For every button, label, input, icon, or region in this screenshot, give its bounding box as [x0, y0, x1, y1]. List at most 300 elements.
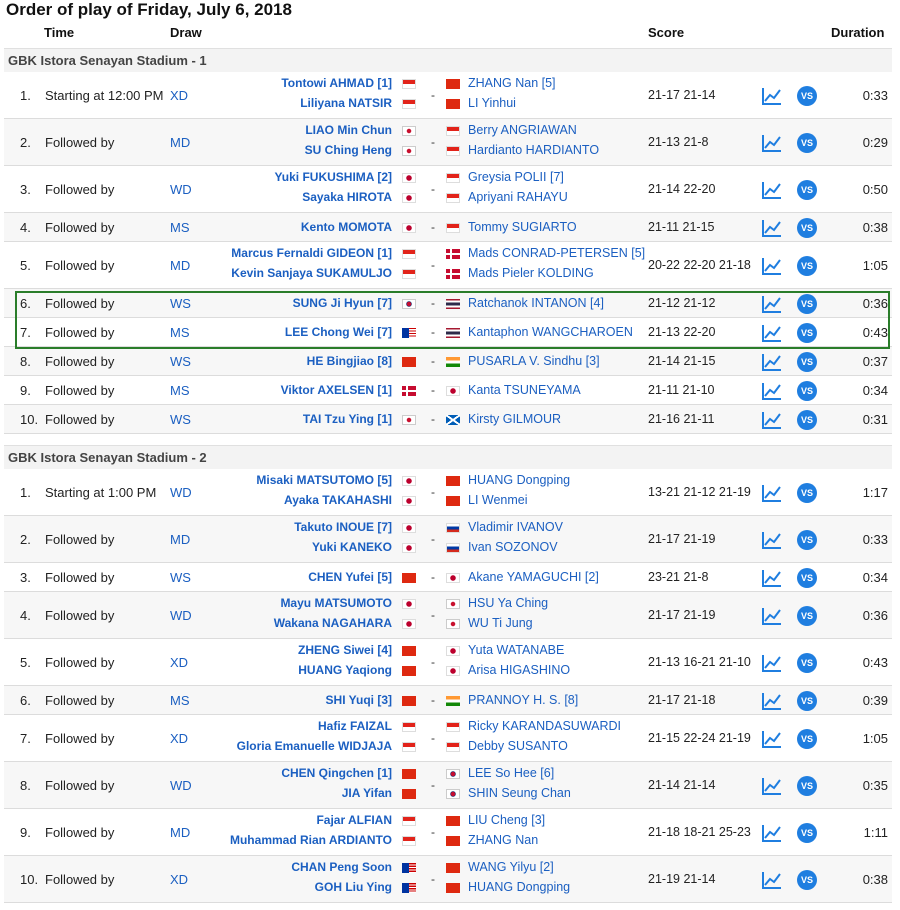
player-link-team2[interactable]: Berry ANGRIAWAN [468, 123, 577, 137]
player-link-team1[interactable]: Yuki KANEKO [311, 540, 392, 554]
match-duration: 0:50 [862, 182, 888, 197]
versus-dash: - [431, 731, 435, 745]
flag-sc-icon [446, 415, 460, 425]
flag-tw-icon [446, 619, 460, 629]
vs-badge-icon[interactable]: VS [797, 410, 817, 430]
player-link-team2[interactable]: ZHANG Nan [5] [468, 76, 556, 90]
flag-id-icon [446, 223, 460, 233]
match-duration: 0:34 [862, 570, 888, 585]
player-link-team2[interactable]: Mads CONRAD-PETERSEN [5] [468, 246, 646, 260]
player-link-team1[interactable]: HUANG Yaqiong [298, 663, 392, 677]
player-link-team1[interactable]: Mayu MATSUMOTO [280, 596, 392, 610]
match-row [4, 686, 892, 715]
match-row [4, 809, 892, 856]
flag-id-icon [446, 722, 460, 732]
player-link-team1[interactable]: Tontowi AHMAD [1] [281, 76, 392, 90]
line-chart-icon[interactable] [762, 382, 782, 400]
vs-badge-icon[interactable]: VS [797, 133, 817, 153]
flag-id-icon [402, 269, 416, 279]
versus-dash: - [431, 825, 435, 839]
player-link-team2[interactable]: Ivan SOZONOV [468, 540, 558, 554]
line-chart-icon[interactable] [762, 607, 782, 625]
flag-kr-icon [446, 769, 460, 779]
column-header-duration: Duration [831, 25, 885, 40]
match-row [4, 72, 892, 119]
match-time: Followed by [45, 296, 115, 311]
player-link-team1[interactable]: Viktor AXELSEN [1] [280, 383, 392, 397]
match-number: 10. [20, 872, 39, 887]
flag-cn-icon [402, 646, 416, 656]
match-time: Followed by [45, 778, 115, 793]
player-link-team1[interactable]: Kevin Sanjaya SUKAMULJO [231, 266, 392, 280]
player-link-team2[interactable]: Ratchanok INTANON [4] [468, 296, 604, 310]
section-title: GBK Istora Senayan Stadium - 2 [8, 450, 207, 465]
draw-link[interactable]: XD [170, 731, 189, 746]
line-chart-icon[interactable] [762, 569, 782, 587]
vs-badge-icon[interactable]: VS [797, 483, 817, 503]
match-row [4, 563, 892, 592]
player-link-team2[interactable]: ZHANG Nan [468, 833, 539, 847]
match-duration: 0:38 [862, 220, 888, 235]
versus-dash: - [431, 412, 435, 426]
draw-link[interactable]: MS [170, 383, 190, 398]
versus-dash: - [431, 383, 435, 397]
match-duration: 0:31 [862, 412, 888, 427]
page-title: Order of play of Friday, July 6, 2018 [6, 0, 292, 19]
match-number: 3. [20, 570, 31, 585]
flag-id-icon [446, 173, 460, 183]
match-score: 20-22 22-20 21-18 [648, 258, 751, 272]
line-chart-icon[interactable] [762, 654, 782, 672]
match-number: 1. [20, 88, 31, 103]
match-score: 21-17 21-19 [648, 608, 716, 622]
player-link-team2[interactable]: PRANNOY H. S. [8] [468, 693, 579, 707]
match-duration: 0:36 [862, 296, 888, 311]
vs-badge-icon[interactable]: VS [797, 823, 817, 843]
flag-id-icon [446, 193, 460, 203]
flag-id-icon [446, 146, 460, 156]
flag-jp-icon [402, 193, 416, 203]
player-link-team1[interactable]: GOH Liu Ying [314, 880, 392, 894]
flag-jp-icon [402, 523, 416, 533]
versus-dash: - [431, 325, 435, 339]
match-time: Starting at 12:00 PM [45, 88, 164, 103]
vs-badge-icon[interactable]: VS [797, 653, 817, 673]
vs-badge-icon[interactable]: VS [797, 323, 817, 343]
versus-dash: - [431, 532, 435, 546]
match-duration: 0:34 [862, 383, 888, 398]
player-link-team2[interactable]: Kirsty GILMOUR [468, 412, 562, 426]
flag-cn-icon [446, 836, 460, 846]
player-link-team2[interactable]: LIU Cheng [3] [468, 813, 546, 827]
vs-badge-icon[interactable]: VS [797, 352, 817, 372]
flag-dk-icon [446, 249, 460, 259]
flag-cn-icon [446, 79, 460, 89]
match-row [4, 119, 892, 166]
player-link-team2[interactable]: HUANG Dongping [468, 473, 571, 487]
flag-in-icon [446, 696, 460, 706]
line-chart-icon[interactable] [762, 134, 782, 152]
line-chart-icon[interactable] [762, 411, 782, 429]
draw-link[interactable]: WS [170, 570, 191, 585]
vs-badge-icon[interactable]: VS [797, 294, 817, 314]
flag-cn-icon [446, 496, 460, 506]
versus-dash: - [431, 296, 435, 310]
match-number: 9. [20, 825, 31, 840]
versus-dash: - [431, 88, 435, 102]
flag-tw-icon [402, 126, 416, 136]
line-chart-icon[interactable] [762, 219, 782, 237]
draw-link[interactable]: MD [170, 258, 191, 273]
draw-link[interactable]: WD [170, 485, 192, 500]
vs-badge-icon[interactable]: VS [797, 86, 817, 106]
line-chart-icon[interactable] [762, 257, 782, 275]
vs-badge-icon[interactable]: VS [797, 256, 817, 276]
flag-cn-icon [446, 816, 460, 826]
versus-dash: - [431, 135, 435, 149]
match-score: 13-21 21-12 21-19 [648, 485, 751, 499]
player-link-team1[interactable]: Kento MOMOTA [300, 220, 392, 234]
draw-link[interactable]: MD [170, 135, 191, 150]
player-link-team2[interactable]: Mads Pieler KOLDING [468, 266, 594, 280]
vs-badge-icon[interactable]: VS [797, 530, 817, 550]
flag-jp-icon [446, 386, 460, 396]
flag-cn-icon [402, 666, 416, 676]
versus-dash: - [431, 485, 435, 499]
flag-jp-icon [446, 646, 460, 656]
draw-link[interactable]: WS [170, 296, 191, 311]
match-time: Followed by [45, 325, 115, 340]
player-link-team1[interactable]: LIAO Min Chun [305, 123, 392, 137]
draw-link[interactable]: WD [170, 608, 192, 623]
player-link-team2[interactable]: LI Yinhui [468, 96, 516, 110]
match-duration: 0:39 [862, 693, 888, 708]
player-link-team1[interactable]: Wakana NAGAHARA [273, 616, 392, 630]
match-time: Followed by [45, 354, 115, 369]
match-score: 21-17 21-14 [648, 88, 716, 102]
draw-link[interactable]: XD [170, 872, 189, 887]
player-link-team1[interactable]: Ayaka TAKAHASHI [283, 493, 392, 507]
player-link-team1[interactable]: Sayaka HIROTA [302, 190, 392, 204]
column-header-score: Score [648, 25, 685, 40]
match-time: Followed by [45, 182, 115, 197]
flag-my-icon [402, 863, 416, 873]
match-duration: 1:05 [862, 258, 888, 273]
vs-badge-icon[interactable]: VS [797, 729, 817, 749]
player-link-team2[interactable]: Greysia POLII [7] [468, 170, 564, 184]
vs-badge-icon[interactable]: VS [797, 568, 817, 588]
flag-id-icon [402, 836, 416, 846]
match-row [4, 166, 892, 213]
versus-dash: - [431, 220, 435, 234]
line-chart-icon[interactable] [762, 777, 782, 795]
match-row [4, 376, 892, 405]
player-link-team1[interactable]: Gloria Emanuelle WIDJAJA [236, 739, 392, 753]
flag-cn-icon [402, 573, 416, 583]
player-link-team2[interactable]: Vladimir IVANOV [468, 520, 563, 534]
match-time: Starting at 1:00 PM [45, 485, 157, 500]
versus-dash: - [431, 182, 435, 196]
match-duration: 0:35 [862, 778, 888, 793]
player-link-team2[interactable]: HUANG Dongping [468, 880, 571, 894]
flag-th-icon [446, 328, 460, 338]
versus-dash: - [431, 778, 435, 792]
match-number: 2. [20, 135, 31, 150]
versus-dash: - [431, 570, 435, 584]
line-chart-icon[interactable] [762, 824, 782, 842]
section-title: GBK Istora Senayan Stadium - 1 [8, 53, 207, 68]
draw-link[interactable]: WS [170, 412, 191, 427]
column-header-time: Time [44, 25, 75, 40]
flag-id-icon [402, 79, 416, 89]
vs-badge-icon[interactable]: VS [797, 606, 817, 626]
match-duration: 0:37 [862, 354, 888, 369]
player-link-team1[interactable]: ZHENG Siwei [4] [297, 643, 392, 657]
flag-kr-icon [402, 299, 416, 309]
flag-id-icon [446, 742, 460, 752]
match-score: 21-14 22-20 [648, 182, 716, 196]
line-chart-icon[interactable] [762, 484, 782, 502]
flag-cn-icon [446, 863, 460, 873]
player-link-team2[interactable]: Hardianto HARDIANTO [468, 143, 600, 157]
match-score: 21-13 21-8 [648, 135, 709, 149]
line-chart-icon[interactable] [762, 324, 782, 342]
player-link-team1[interactable]: Muhammad Rian ARDIANTO [229, 833, 392, 847]
line-chart-icon[interactable] [762, 531, 782, 549]
match-number: 1. [20, 485, 31, 500]
versus-dash: - [431, 258, 435, 272]
player-link-team1[interactable]: Yuki FUKUSHIMA [2] [274, 170, 392, 184]
match-score: 21-11 21-10 [648, 383, 715, 397]
flag-id-icon [402, 816, 416, 826]
match-time: Followed by [45, 693, 115, 708]
match-number: 10. [20, 412, 39, 427]
match-duration: 0:43 [862, 325, 888, 340]
draw-link[interactable]: MD [170, 532, 191, 547]
match-score: 21-17 21-18 [648, 693, 716, 707]
match-number: 4. [20, 220, 31, 235]
match-time: Followed by [45, 258, 115, 273]
flag-tw-icon [446, 599, 460, 609]
player-link-team2[interactable]: PUSARLA V. Sindhu [3] [468, 354, 600, 368]
vs-badge-icon[interactable]: VS [797, 776, 817, 796]
player-link-team2[interactable]: Debby SUSANTO [468, 739, 568, 753]
player-link-team1[interactable]: CHEN Yufei [5] [308, 570, 392, 584]
player-link-team1[interactable]: Marcus Fernaldi GIDEON [1] [231, 246, 392, 260]
player-link-team1[interactable]: HE Bingjiao [8] [306, 354, 392, 368]
player-link-team2[interactable]: SHIN Seung Chan [468, 786, 571, 800]
draw-link[interactable]: MS [170, 325, 190, 340]
vs-badge-icon[interactable]: VS [797, 218, 817, 238]
match-time: Followed by [45, 608, 115, 623]
player-link-team2[interactable]: HSU Ya Ching [468, 596, 549, 610]
match-score: 21-13 16-21 21-10 [648, 655, 751, 669]
versus-dash: - [431, 608, 435, 622]
player-link-team1[interactable]: SHI Yuqi [3] [325, 693, 392, 707]
match-time: Followed by [45, 825, 115, 840]
player-link-team1[interactable]: LEE Chong Wei [7] [284, 325, 392, 339]
match-row [4, 469, 892, 516]
flag-jp-icon [402, 496, 416, 506]
flag-dk-icon [446, 269, 460, 279]
flag-cn-icon [446, 883, 460, 893]
player-link-team2[interactable]: Yuta WATANABE [468, 643, 565, 657]
flag-id-icon [402, 99, 416, 109]
match-row [4, 516, 892, 563]
match-number: 7. [20, 731, 31, 746]
vs-badge-icon[interactable]: VS [797, 180, 817, 200]
flag-jp-icon [402, 543, 416, 553]
player-link-team1[interactable]: CHEN Qingchen [1] [281, 766, 392, 780]
player-link-team1[interactable]: CHAN Peng Soon [291, 860, 392, 874]
draw-link[interactable]: XD [170, 88, 189, 103]
flag-jp-icon [402, 476, 416, 486]
line-chart-icon[interactable] [762, 692, 782, 710]
draw-link[interactable]: MS [170, 693, 190, 708]
vs-badge-icon[interactable]: VS [797, 691, 817, 711]
player-link-team2[interactable]: Arisa HIGASHINO [468, 663, 571, 677]
match-number: 6. [20, 693, 31, 708]
player-link-team2[interactable]: Apriyani RAHAYU [468, 190, 568, 204]
flag-cn-icon [402, 789, 416, 799]
match-number: 3. [20, 182, 31, 197]
match-number: 5. [20, 655, 31, 670]
player-link-team1[interactable]: Liliyana NATSIR [300, 96, 392, 110]
match-duration: 0:43 [862, 655, 888, 670]
draw-link[interactable]: WD [170, 182, 192, 197]
draw-link[interactable]: WS [170, 354, 191, 369]
match-duration: 1:05 [862, 731, 888, 746]
match-row [4, 347, 892, 376]
versus-dash: - [431, 693, 435, 707]
match-time: Followed by [45, 383, 115, 398]
line-chart-icon[interactable] [762, 87, 782, 105]
vs-badge-icon[interactable]: VS [797, 870, 817, 890]
match-number: 4. [20, 608, 31, 623]
flag-jp-icon [402, 619, 416, 629]
player-link-team2[interactable]: LI Wenmei [468, 493, 528, 507]
match-time: Followed by [45, 532, 115, 547]
match-number: 8. [20, 354, 31, 369]
flag-jp-icon [402, 173, 416, 183]
match-duration: 0:29 [862, 135, 888, 150]
player-link-team2[interactable]: Kantaphon WANGCHAROEN [468, 325, 633, 339]
match-number: 9. [20, 383, 31, 398]
match-score: 21-15 22-24 21-19 [648, 731, 751, 745]
match-score: 21-19 21-14 [648, 872, 716, 886]
flag-id-icon [402, 249, 416, 259]
player-link-team1[interactable]: Hafiz FAIZAL [318, 719, 392, 733]
player-link-team1[interactable]: TAI Tzu Ying [1] [302, 412, 392, 426]
line-chart-icon[interactable] [762, 730, 782, 748]
match-duration: 0:38 [862, 872, 888, 887]
match-score: 21-14 21-15 [648, 354, 716, 368]
column-header-draw: Draw [170, 25, 202, 40]
draw-link[interactable]: XD [170, 655, 189, 670]
player-link-team2[interactable]: Tommy SUGIARTO [468, 220, 577, 234]
flag-cn-icon [402, 357, 416, 367]
flag-jp-icon [402, 599, 416, 609]
flag-kr-icon [446, 789, 460, 799]
player-link-team2[interactable]: Akane YAMAGUCHI [2] [468, 570, 599, 584]
match-row [4, 405, 892, 434]
match-score: 23-21 21-8 [648, 570, 709, 584]
player-link-team2[interactable]: LEE So Hee [6] [468, 766, 555, 780]
player-link-team2[interactable]: WANG Yilyu [2] [468, 860, 554, 874]
player-link-team1[interactable]: Takuto INOUE [7] [294, 520, 392, 534]
match-row [4, 242, 892, 289]
draw-link[interactable]: MS [170, 220, 190, 235]
vs-badge-icon[interactable]: VS [797, 381, 817, 401]
player-link-team1[interactable]: Misaki MATSUTOMO [5] [256, 473, 392, 487]
flag-dk-icon [402, 386, 416, 396]
flag-id-icon [446, 126, 460, 136]
match-row [4, 318, 892, 347]
line-chart-icon[interactable] [762, 353, 782, 371]
match-row [4, 639, 892, 686]
player-link-team1[interactable]: SUNG Ji Hyun [7] [292, 296, 392, 310]
section-header [4, 48, 892, 73]
flag-cn-icon [446, 99, 460, 109]
match-time: Followed by [45, 731, 115, 746]
match-duration: 0:33 [862, 88, 888, 103]
match-duration: 1:11 [863, 825, 888, 840]
flag-ru-icon [446, 523, 460, 533]
match-duration: 0:33 [862, 532, 888, 547]
flag-cn-icon [402, 696, 416, 706]
flag-jp-icon [446, 573, 460, 583]
line-chart-icon[interactable] [762, 871, 782, 889]
match-time: Followed by [45, 135, 115, 150]
flag-cn-icon [446, 476, 460, 486]
match-score: 21-12 21-12 [648, 296, 716, 310]
flag-th-icon [446, 299, 460, 309]
flag-my-icon [402, 328, 416, 338]
match-duration: 0:36 [862, 608, 888, 623]
match-row [4, 856, 892, 903]
player-link-team2[interactable]: Ricky KARANDASUWARDI [468, 719, 622, 733]
player-link-team1[interactable]: JIA Yifan [341, 786, 392, 800]
line-chart-icon[interactable] [762, 181, 782, 199]
flag-tw-icon [402, 415, 416, 425]
match-number: 2. [20, 532, 31, 547]
versus-dash: - [431, 872, 435, 886]
flag-tw-icon [402, 146, 416, 156]
versus-dash: - [431, 655, 435, 669]
player-link-team1[interactable]: Fajar ALFIAN [316, 813, 392, 827]
flag-id-icon [402, 722, 416, 732]
match-duration: 1:17 [862, 485, 888, 500]
match-score: 21-18 18-21 25-23 [648, 825, 751, 839]
match-score: 21-14 21-14 [648, 778, 716, 792]
match-row [4, 289, 892, 318]
line-chart-icon[interactable] [762, 295, 782, 313]
flag-jp-icon [402, 223, 416, 233]
versus-dash: - [431, 354, 435, 368]
player-link-team2[interactable]: Kanta TSUNEYAMA [468, 383, 581, 397]
match-number: 6. [20, 296, 31, 311]
match-time: Followed by [45, 655, 115, 670]
player-link-team1[interactable]: SU Ching Heng [304, 143, 392, 157]
match-score: 21-11 21-15 [648, 220, 715, 234]
match-time: Followed by [45, 570, 115, 585]
match-number: 5. [20, 258, 31, 273]
draw-link[interactable]: MD [170, 825, 191, 840]
match-time: Followed by [45, 220, 115, 235]
match-row [4, 592, 892, 639]
player-link-team2[interactable]: WU Ti Jung [468, 616, 533, 630]
draw-link[interactable]: WD [170, 778, 192, 793]
